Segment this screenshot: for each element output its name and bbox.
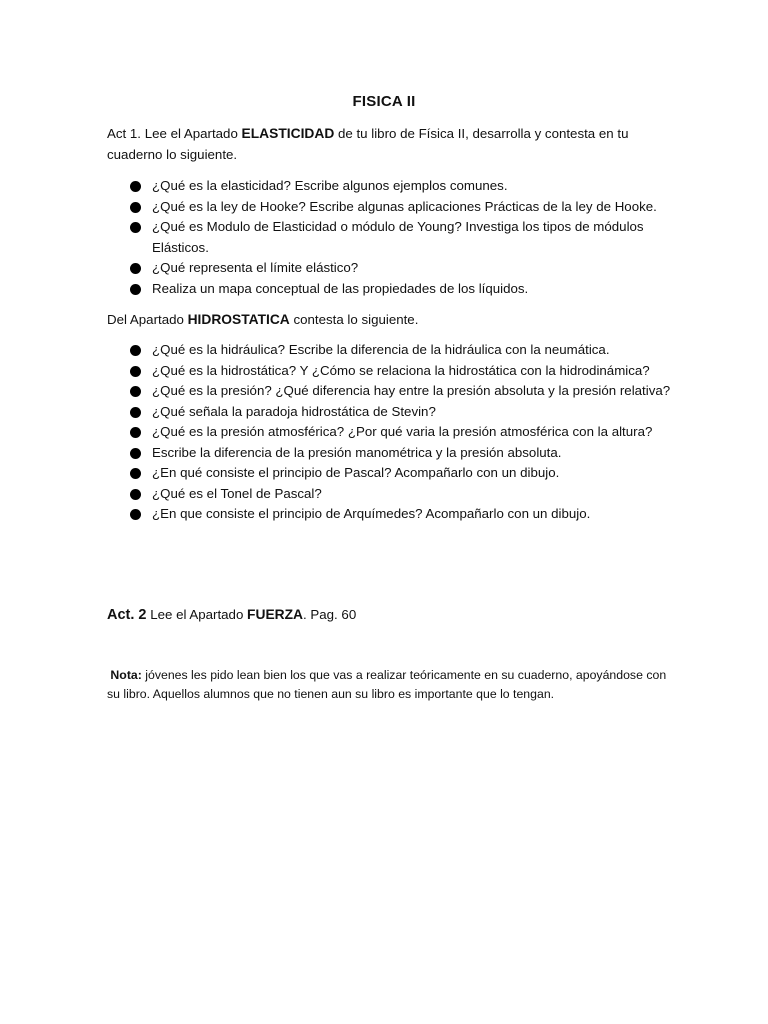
act1-keyword: ELASTICIDAD — [241, 126, 335, 141]
list-item — [127, 361, 672, 382]
list-item — [127, 340, 672, 361]
nota-text: jóvenes les pido lean bien los que vas a realizar teóricamente en su cuaderno, apoyándose con su libro. Aquellos alumnos que no tienen aun su libro es importante que lo tengan. — [107, 668, 667, 701]
bullet-icon — [130, 345, 141, 356]
act1-question-list — [127, 176, 672, 299]
hidrostatica-question-list — [127, 340, 672, 525]
act1-intro — [107, 124, 667, 165]
act1-intro-pre: Act 1. Lee el Apartado — [107, 126, 242, 141]
list-item — [127, 381, 672, 402]
list-item-text: Realiza un mapa conceptual de las propiedades de los líquidos. — [152, 280, 529, 296]
bullet-icon — [130, 386, 141, 397]
list-item — [127, 279, 672, 300]
act1-intro-post: de tu libro de Física II, desarrolla y contesta en tu cuaderno lo siguiente. — [107, 126, 629, 162]
list-item-text: Escribe la diferencia de la presión manométrica y la presión absoluta. — [152, 444, 562, 460]
list-item — [127, 217, 672, 258]
hidrostatica-intro — [107, 310, 667, 331]
list-item — [127, 422, 672, 443]
bullet-icon — [130, 448, 141, 459]
bullet-icon — [130, 181, 141, 192]
bullet-icon — [130, 489, 141, 500]
list-item — [127, 258, 672, 279]
list-item — [127, 402, 672, 423]
page-title: FISICA II — [352, 93, 416, 110]
list-item — [127, 463, 672, 484]
list-item-text: ¿Qué es Modulo de Elasticidad o módulo de Young? Investiga los tipos de módulos Elásticos. — [152, 219, 644, 255]
list-item-text: ¿Qué es la presión atmosférica? ¿Por qué varia la presión atmosférica con la altura? — [152, 424, 653, 439]
bullet-icon — [130, 284, 141, 295]
list-item — [127, 176, 672, 197]
list-item-text: ¿Qué es el Tonel de Pascal? — [152, 485, 322, 501]
bullet-icon — [130, 407, 141, 418]
list-item — [127, 443, 672, 464]
list-item-text: ¿En qué consiste el principio de Pascal? Acompañarlo con un dibujo. — [152, 465, 560, 480]
bullet-icon — [130, 468, 141, 479]
bullet-icon — [130, 202, 141, 213]
list-item-text: ¿Qué es la hidrostática? Y ¿Cómo se relaciona la hidrostática con la hidrodinámica? — [152, 362, 650, 378]
list-item-text: ¿Qué es la presión? ¿Qué diferencia hay entre la presión absoluta y la presión relativa? — [152, 383, 671, 398]
act2-post: . Pag. 60 — [303, 607, 357, 622]
list-item — [127, 197, 672, 218]
list-item-text: ¿Qué señala la paradoja hidrostática de Stevin? — [152, 403, 436, 419]
act2-pre: Lee el Apartado — [146, 607, 248, 622]
bullet-icon — [130, 366, 141, 377]
bullet-icon — [130, 427, 141, 438]
hidro-intro-pre: Del Apartado — [107, 312, 188, 327]
list-item-text: ¿En que consiste el principio de Arquímedes? Acompañarlo con un dibujo. — [152, 506, 591, 521]
bullet-icon — [130, 263, 141, 274]
list-item — [127, 484, 672, 505]
nota-label: Nota: — [110, 668, 142, 682]
list-item-text: ¿Qué es la hidráulica? Escribe la diferencia de la hidráulica con la neumática. — [152, 342, 610, 357]
list-item-text: ¿Qué es la elasticidad? Escribe algunos ejemplos comunes. — [152, 178, 508, 193]
list-item — [127, 504, 672, 525]
nota-paragraph — [107, 666, 667, 703]
act2-keyword: FUERZA — [247, 607, 303, 622]
bullet-icon — [130, 222, 141, 233]
list-item-text: ¿Qué representa el límite elástico? — [152, 260, 359, 275]
act2-label: Act. 2 — [107, 607, 147, 623]
act2-line — [107, 605, 356, 625]
hidro-keyword: HIDROSTATICA — [187, 312, 290, 327]
list-item-text: ¿Qué es la ley de Hooke? Escribe algunas aplicaciones Prácticas de la ley de Hooke. — [152, 198, 657, 214]
hidro-intro-post: contesta lo siguiente. — [289, 312, 419, 327]
bullet-icon — [130, 509, 141, 520]
